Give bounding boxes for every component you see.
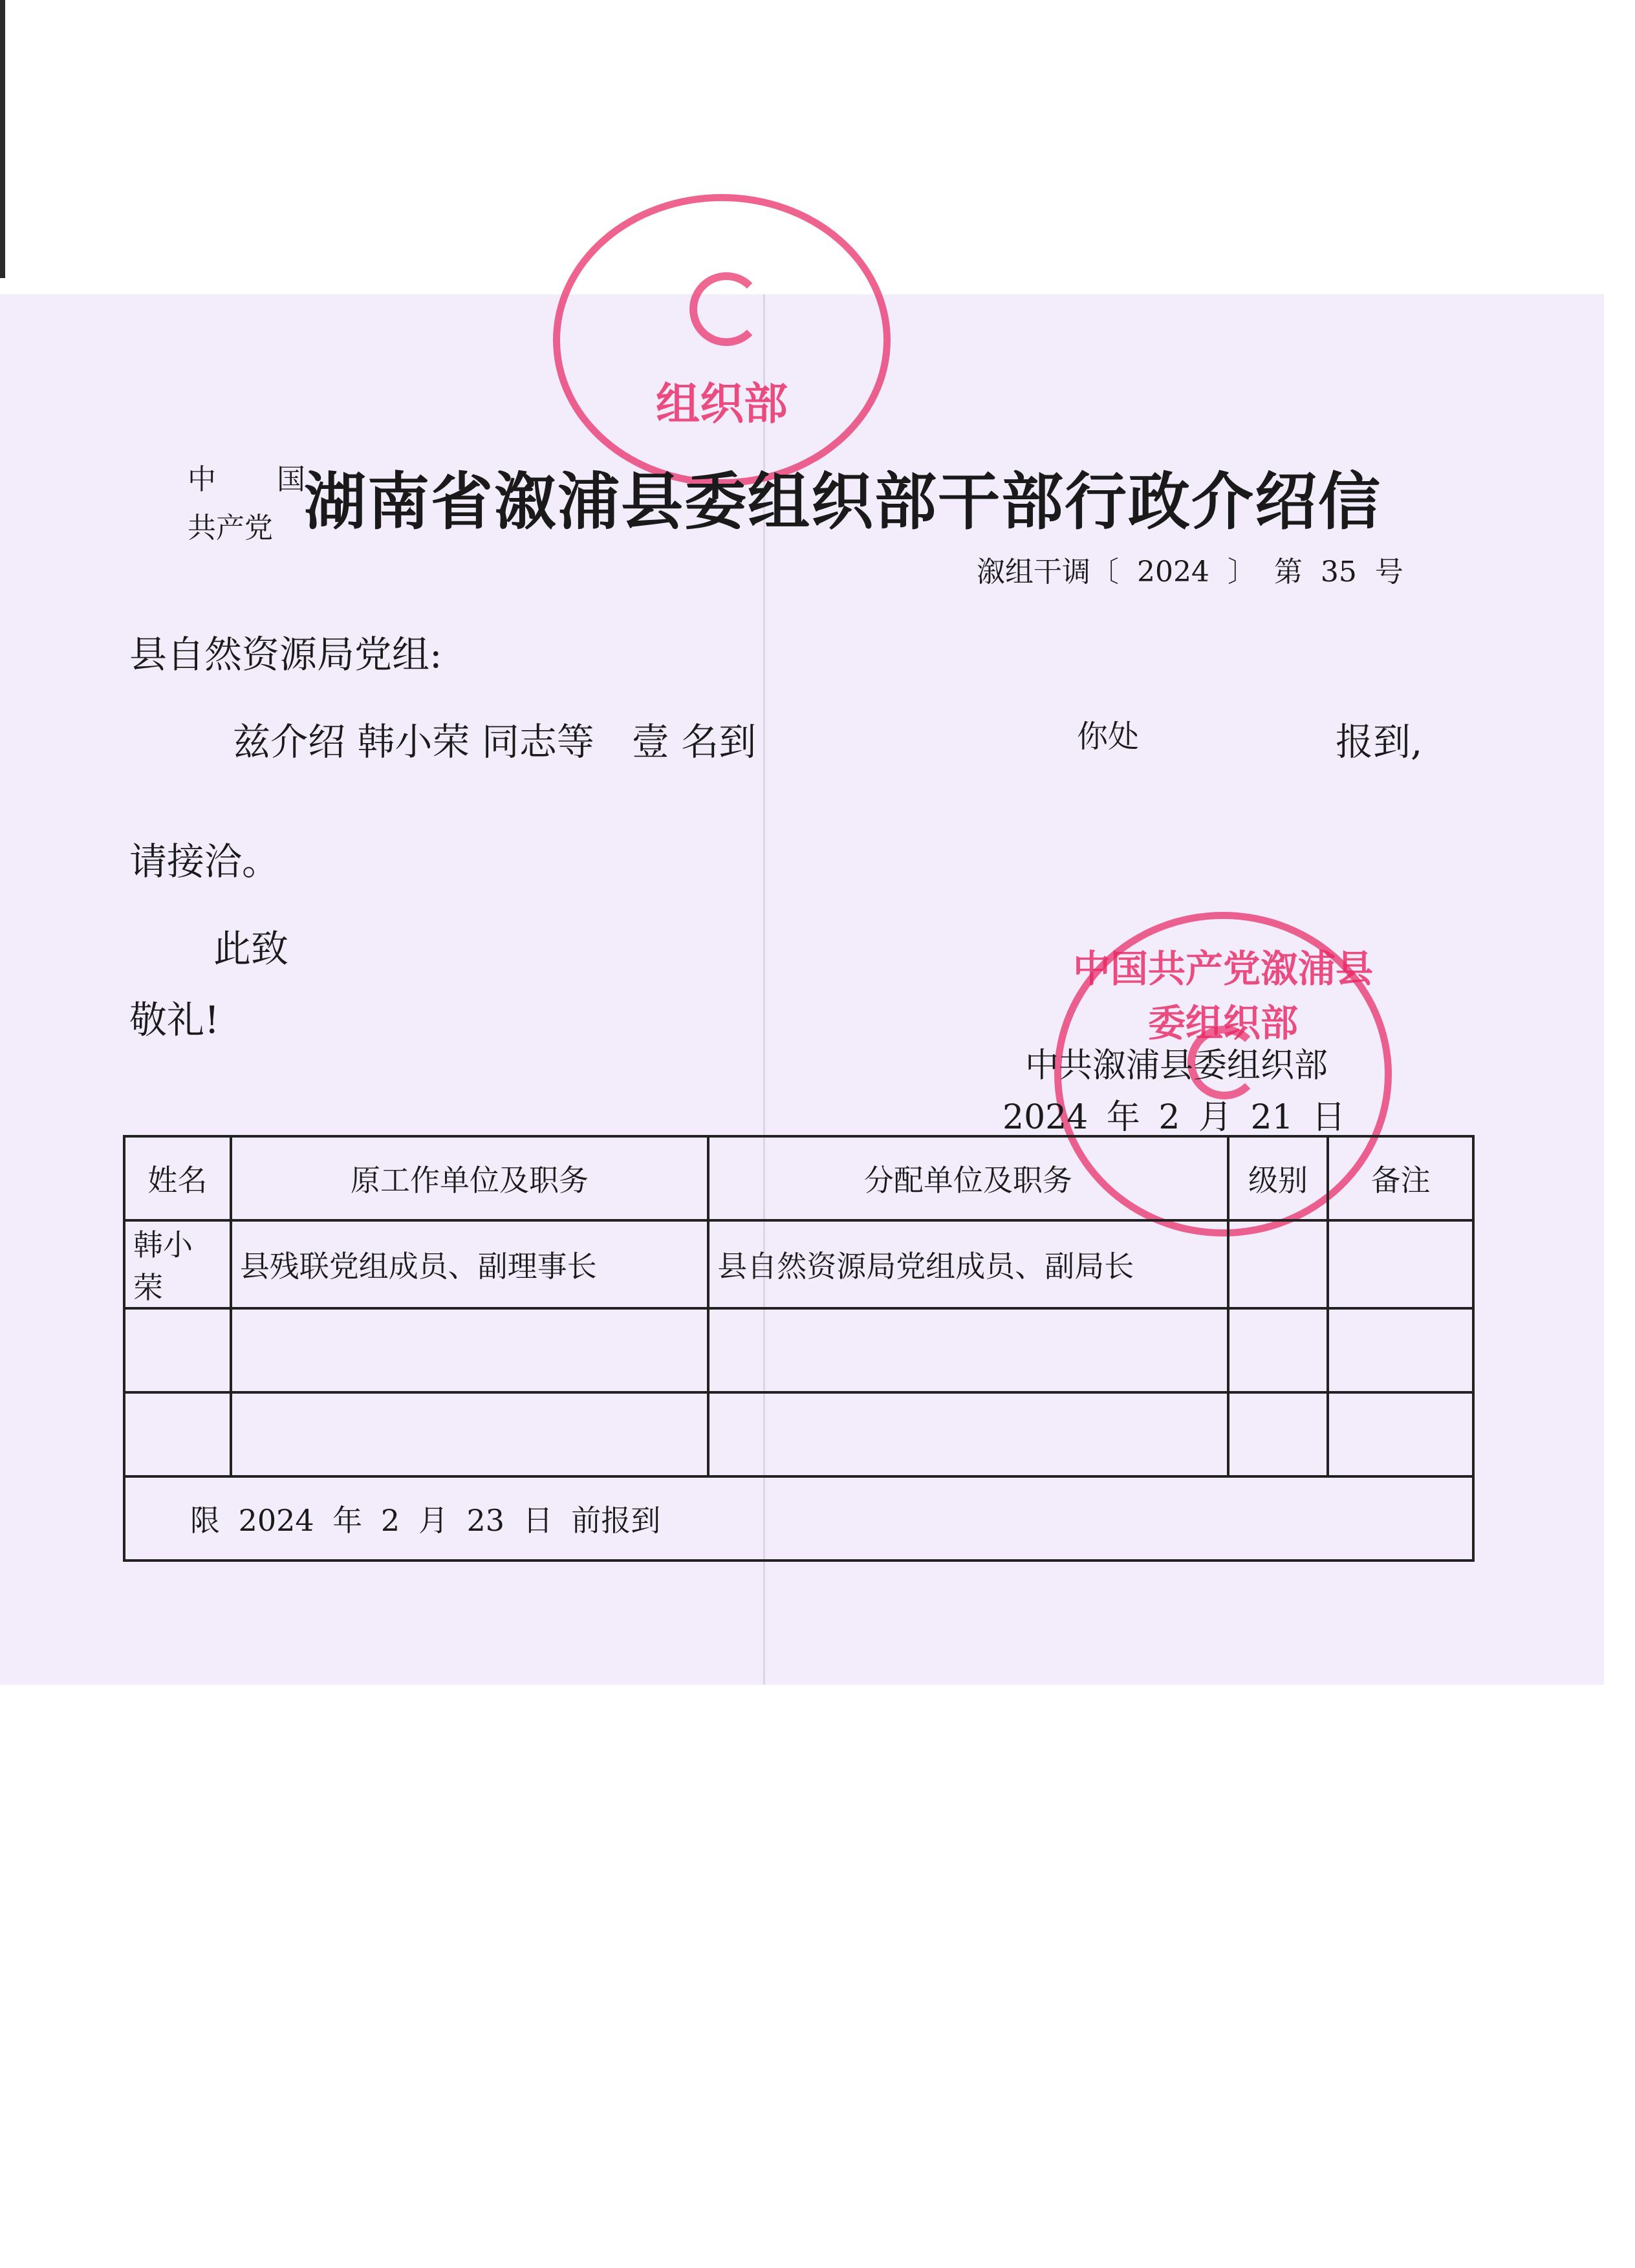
cell-name [124,1308,231,1392]
addressee: 县自然资源局党组: [129,632,442,676]
header-original-unit: 原工作单位及职务 [231,1136,708,1220]
cell-name [124,1392,231,1476]
reception-text: 请接洽。 [129,839,280,883]
cell-assigned-unit: 县自然资源局党组成员、副局长 [708,1220,1228,1308]
cell-level [1228,1308,1328,1392]
cell-assigned-unit [708,1392,1228,1476]
cell-remarks [1328,1392,1473,1476]
hammer-sickle-icon [689,272,763,346]
seal-text: 组织部 [655,378,788,430]
official-seal-top [553,194,891,486]
closing-salute: 敬礼! [129,998,220,1042]
personnel-table [123,1135,1475,1562]
cell-remarks [1328,1308,1473,1392]
table-header-row [124,1136,1473,1220]
header-assigned-unit: 分配单位及职务 [708,1136,1228,1220]
document-number: 溆组干调〔 2024 〕 第 35 号 [977,556,1403,589]
table-row [124,1308,1473,1392]
party-label: 共产党 [188,512,273,545]
cell-original-unit [231,1308,708,1392]
cell-level [1228,1220,1328,1308]
header-name: 姓名 [124,1136,231,1220]
letter-title: 湖南省溆浦县委组织部干部行政介绍信 [304,465,1381,538]
issue-date: 2024 年 2 月 21 日 [1002,1098,1346,1137]
table-row [124,1392,1473,1476]
introduction-text: 兹介绍 韩小荣 同志等 壹 名到 [233,720,757,764]
cell-level [1228,1392,1328,1476]
party-label: 中 国 [188,463,331,496]
report-deadline: 限 2024 年 2 月 23 日 前报到 [124,1476,1473,1561]
cell-remarks [1328,1220,1473,1308]
cell-original-unit: 县残联党组成员、副理事长 [231,1220,708,1308]
issuing-authority: 中共溆浦县委组织部 [1025,1046,1328,1085]
deadline-row [124,1476,1473,1561]
report-text: 报到, [1336,720,1423,764]
seal-text: 中国共产党溆浦县委组织部 [1072,947,1373,1045]
scan-edge [0,0,5,278]
destination-text: 你处 [1077,718,1140,755]
cell-name: 韩小荣 [124,1220,231,1308]
cell-original-unit [231,1392,708,1476]
cell-assigned-unit [708,1308,1228,1392]
closing-line: 此致 [213,927,289,971]
table-row [124,1220,1473,1308]
header-level: 级别 [1228,1136,1328,1220]
header-remarks: 备注 [1328,1136,1473,1220]
